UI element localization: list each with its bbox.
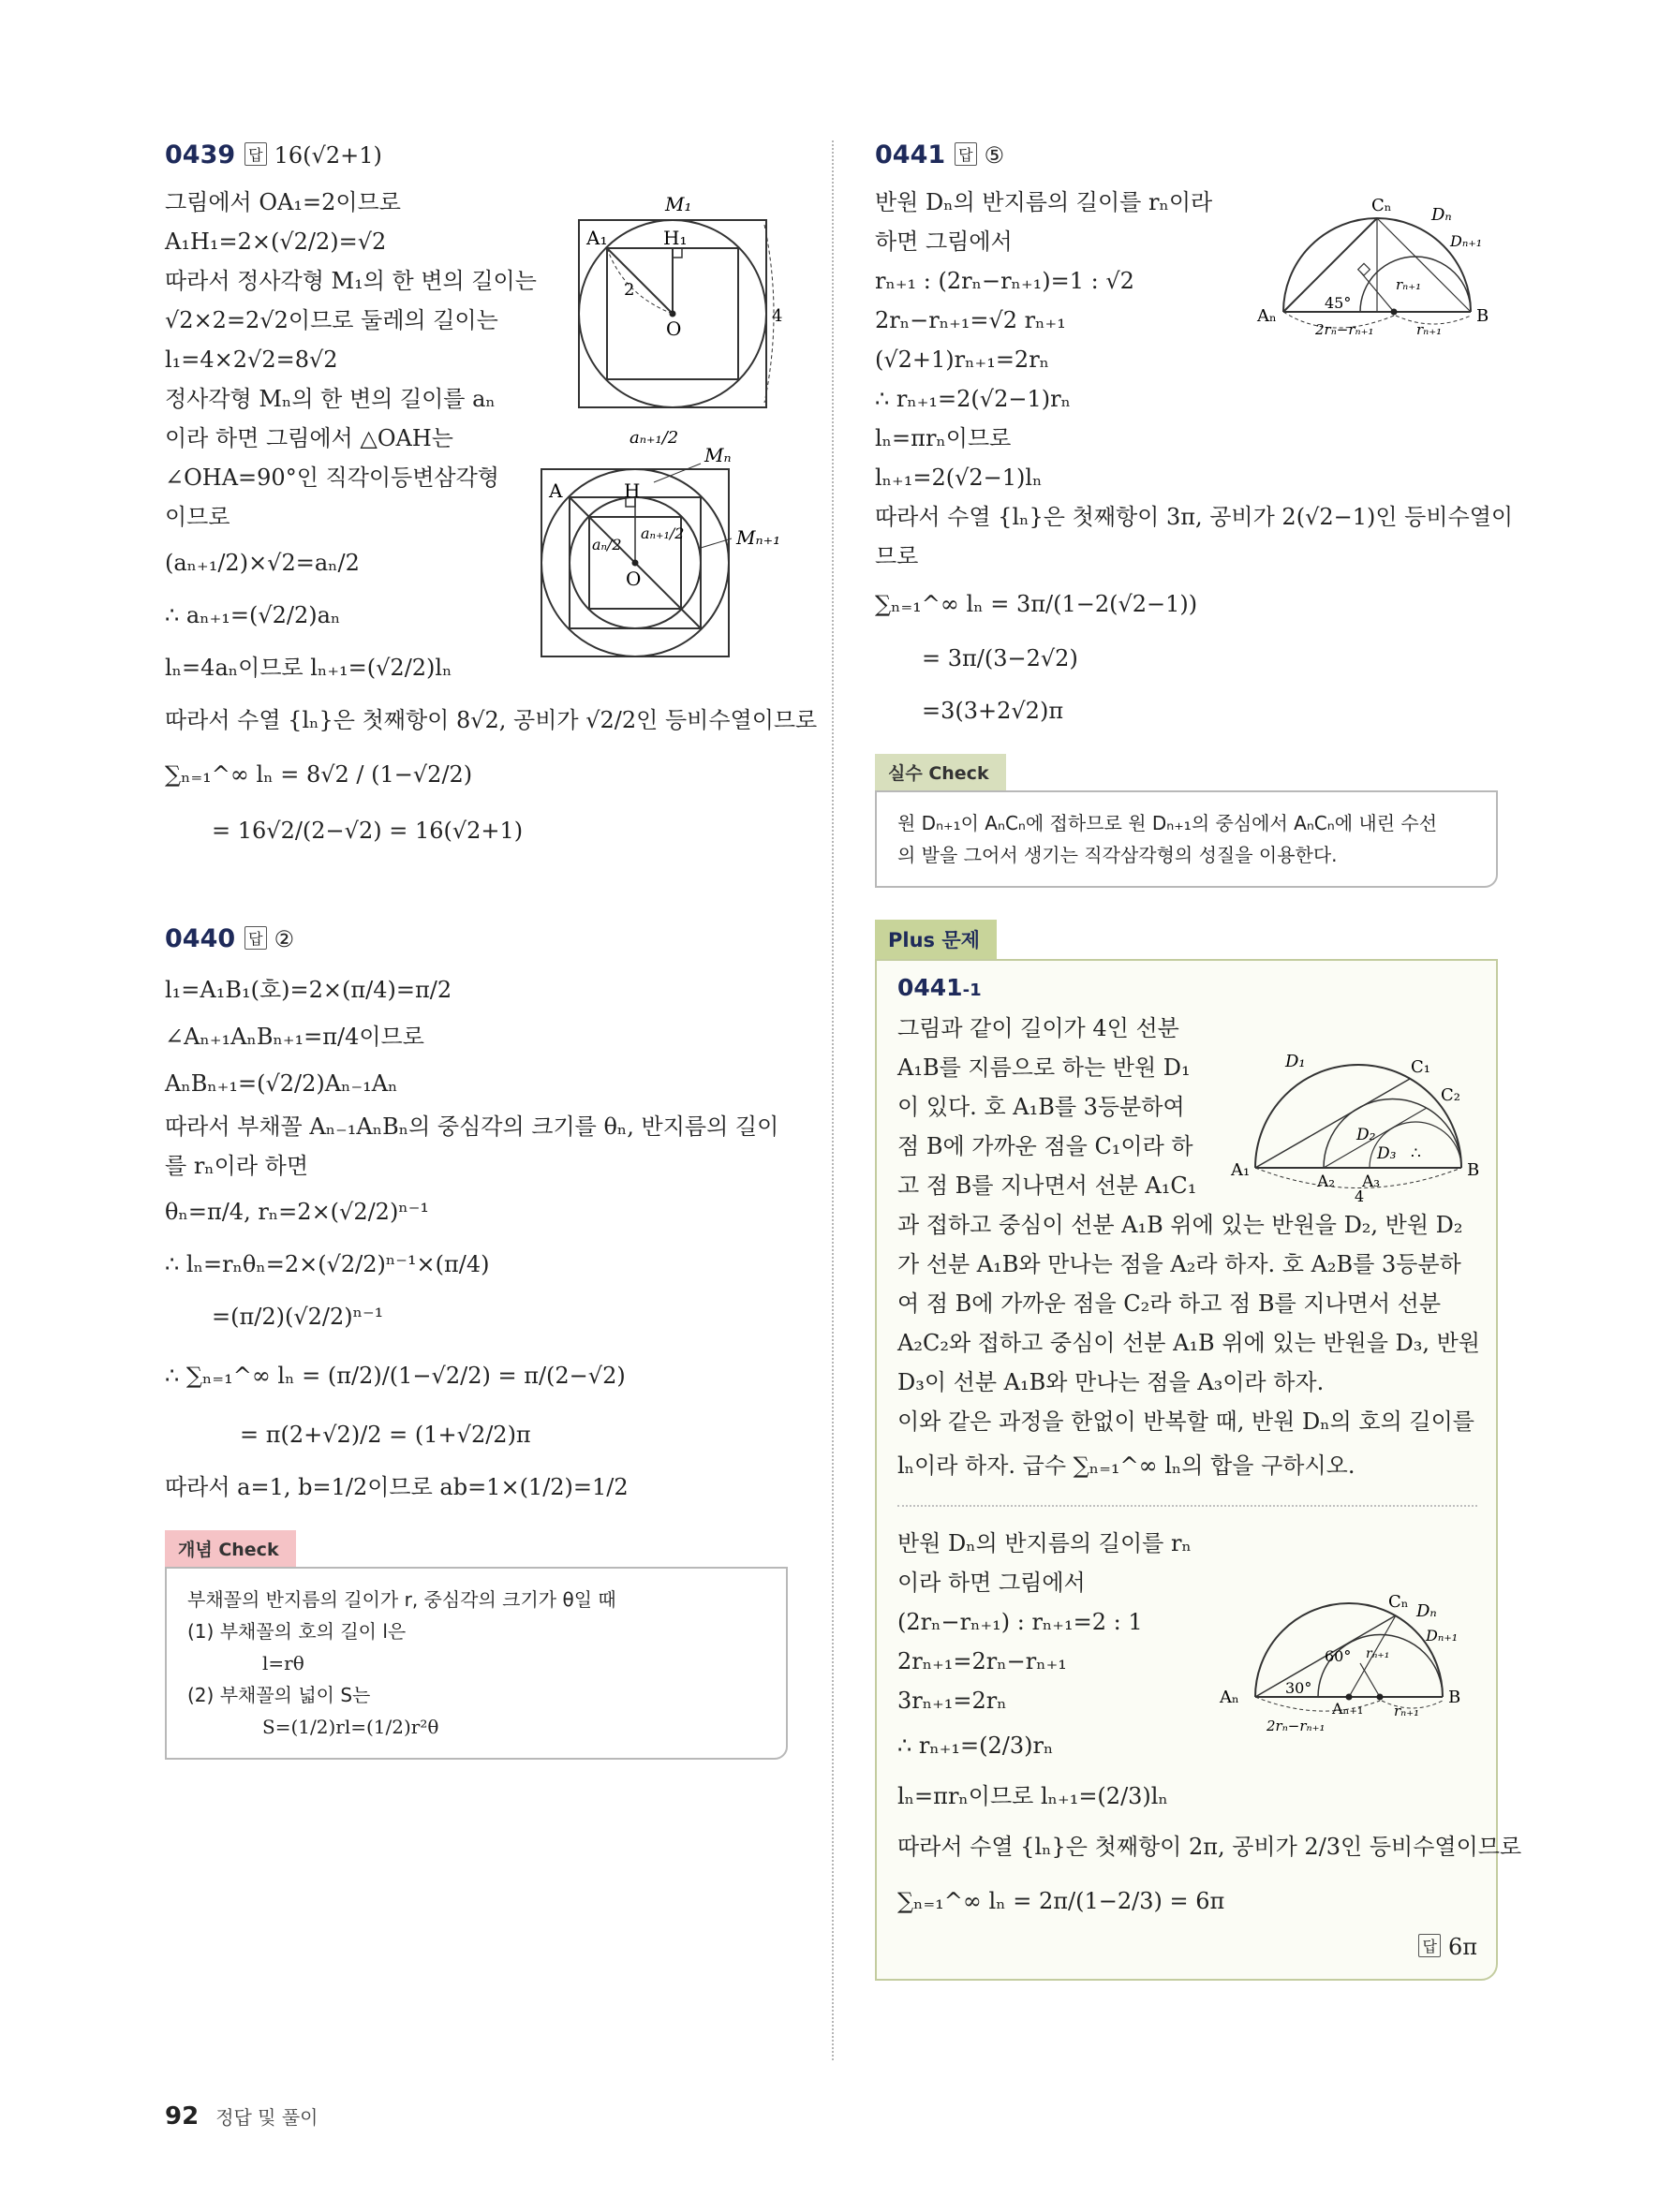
solution-line: ∴ rₙ₊₁=(2/3)rₙ: [897, 1733, 1054, 1759]
final-answer-value: 6π: [1447, 1934, 1477, 1960]
problem-number: 0441: [875, 140, 946, 170]
label-rn1: rₙ₊₁: [1396, 276, 1422, 293]
solution-line: ∠OHA=90°인 직각이등변삼각형: [165, 465, 499, 491]
label-a2: A₂: [1317, 1172, 1336, 1191]
solution-line: = 16√2/(2−√2) = 16(√2+1): [212, 818, 524, 844]
solution-line: ∑ₙ₌₁^∞ lₙ = 2π/(1−2/3) = 6π: [897, 1888, 1225, 1914]
problem-line: 이와 같은 과정을 한없이 반복할 때, 반원 Dₙ의 호의 길이를: [897, 1408, 1474, 1435]
solution-line: ∴ ∑ₙ₌₁^∞ lₙ = (π/2)/(1−√2/2) = π/(2−√2): [165, 1363, 626, 1389]
answer-value: ②: [274, 926, 295, 952]
problem-line: 여 점 B에 가까운 점을 C₂라 하고 점 B를 지나면서 선분: [897, 1290, 1442, 1317]
plus-problem-sub: -1: [962, 981, 982, 1000]
concept-check-tag: 개념 Check: [165, 1530, 296, 1567]
label-an-half: aₙ/2: [592, 536, 622, 553]
label-cn: Cₙ: [1388, 1592, 1409, 1612]
solution-line: 반원 Dₙ의 반지름의 길이를 rₙ이라: [875, 189, 1213, 215]
label-h1: H₁: [663, 227, 688, 249]
solution-line: √2×2=2√2이므로 둘레의 길이는: [165, 307, 498, 333]
solution-line: ∴ lₙ=rₙθₙ=2×(√2/2)ⁿ⁻¹×(π/4): [165, 1251, 490, 1277]
label-dn: Dₙ: [1431, 205, 1452, 225]
answer-icon: 답: [244, 142, 266, 166]
figure-0439-nested-squares: [540, 426, 821, 660]
label-mn1: Mₙ₊₁: [736, 526, 781, 549]
problem-line: 점 B에 가까운 점을 C₁이라 하: [897, 1133, 1193, 1159]
problem-line: 이 있다. 호 A₁B를 3등분하여: [897, 1094, 1185, 1120]
label-an1-half: aₙ₊₁/2: [630, 428, 679, 448]
answer-value: 16(√2+1): [274, 142, 382, 169]
label-rn1b: rₙ₊₁: [1394, 1703, 1420, 1719]
concept-check-box: [165, 1567, 788, 1760]
problem-header: [875, 140, 1503, 170]
solution-line: ∑ₙ₌₁^∞ lₙ = 3π/(1−2(√2−1)): [875, 591, 1198, 617]
mistake-check-tag: 실수 Check: [875, 754, 1006, 790]
solution-line: 그림에서 OA₁=2이므로: [165, 189, 401, 215]
solution-line: ∴ aₙ₊₁=(√2/2)aₙ: [165, 602, 341, 628]
label-dots: ∴: [1411, 1144, 1421, 1163]
solution-line: (aₙ₊₁/2)×√2=aₙ/2: [165, 550, 360, 576]
label-45: 45°: [1325, 294, 1352, 312]
figure-0441-semicircles: [1255, 192, 1508, 342]
problem-line: A₁B를 지름으로 하는 반원 D₁: [897, 1054, 1191, 1081]
solution-line: =3(3+2√2)π: [922, 698, 1064, 724]
concept-line: (1) 부채꼴의 호의 길이 l은: [187, 1620, 407, 1643]
label-a1: A₁: [586, 227, 608, 249]
solution-line: 따라서 수열 {lₙ}은 첫째항이 3π, 공비가 2(√2−1)인 등비수열이: [875, 504, 1514, 530]
problem-number: 0440: [165, 924, 236, 953]
solution-line: 반원 Dₙ의 반지름의 길이를 rₙ: [897, 1530, 1192, 1556]
figure-plus-problem: [1227, 1044, 1499, 1203]
solution-line: 2rₙ₊₁=2rₙ−rₙ₊₁: [897, 1648, 1067, 1674]
solution-line: 이라 하면 그림에서 △OAH는: [165, 425, 453, 451]
concept-line: 부채꼴의 반지름의 길이가 r, 중심각의 크기가 θ일 때: [187, 1588, 616, 1611]
problem-header: [165, 924, 792, 953]
concept-line: (2) 부채꼴의 넓이 S는: [187, 1684, 371, 1706]
page-footer: [165, 2102, 318, 2131]
solution-line: 따라서 a=1, b=1/2이므로 ab=1×(1/2)=1/2: [165, 1474, 629, 1500]
concept-check: [165, 1530, 788, 1760]
solution-line: AₙBₙ₊₁=(√2/2)Aₙ₋₁Aₙ: [165, 1070, 398, 1097]
solution-line: (2rₙ−rₙ₊₁) : rₙ₊₁=2 : 1: [897, 1609, 1143, 1635]
solution-line: 정사각형 Mₙ의 한 변의 길이를 aₙ: [165, 386, 496, 412]
solution-line: l₁=A₁B₁(호)=2×(π/4)=π/2: [165, 977, 452, 1003]
problem-line: 고 점 B를 지나면서 선분 A₁C₁: [897, 1172, 1197, 1199]
concept-formula: l=rθ: [262, 1652, 304, 1674]
solution-line: rₙ₊₁ : (2rₙ−rₙ₊₁)=1 : √2: [875, 268, 1134, 294]
label-dn1: Dₙ₊₁: [1426, 1627, 1459, 1644]
label-rn1b: rₙ₊₁: [1416, 321, 1443, 338]
solution-line: 이므로: [165, 504, 230, 530]
problem-line: lₙ이라 하자. 급수 ∑ₙ₌₁^∞ lₙ의 합을 구하시오.: [897, 1453, 1355, 1479]
label-an1-half-inner: aₙ₊₁/2: [641, 524, 685, 542]
mistake-line: 의 발을 그어서 생기는 직각삼각형의 성질을 이용한다.: [897, 844, 1338, 866]
solution-line: =(π/2)(√2/2)ⁿ⁻¹: [212, 1304, 384, 1330]
problem-line: 과 접하고 중심이 선분 A₁B 위에 있는 반원을 D₂, 반원 D₂: [897, 1212, 1463, 1238]
column-divider: [832, 140, 834, 2060]
solution-line: θₙ=π/4, rₙ=2×(√2/2)ⁿ⁻¹: [165, 1199, 429, 1225]
plus-problem-number: 0441: [897, 974, 963, 1001]
plus-problem-tag: Plus 문제: [875, 920, 997, 959]
solution-line: ∴ rₙ₊₁=2(√2−1)rₙ: [875, 386, 1071, 412]
label-m1: M₁: [665, 193, 692, 215]
solution-line: A₁H₁=2×(√2/2)=√2: [165, 229, 387, 255]
label-h: H: [624, 479, 641, 502]
label-b: B: [1467, 1160, 1480, 1180]
solution-line: lₙ=4aₙ이므로 lₙ₊₁=(√2/2)lₙ: [165, 655, 452, 681]
label-mn: Mₙ: [704, 444, 732, 466]
solution-line: lₙ₊₁=2(√2−1)lₙ: [875, 465, 1043, 491]
label-o: O: [666, 317, 682, 340]
page-label: 정답 및 풀이: [215, 2106, 318, 2129]
solution-line: 따라서 수열 {lₙ}은 첫째항이 8√2, 공비가 √2/2인 등비수열이므로: [165, 707, 818, 733]
problem-0440: [165, 924, 792, 1513]
label-an: Aₙ: [1220, 1688, 1239, 1707]
label-four: 4: [772, 306, 783, 326]
solution-line: 따라서 수열 {lₙ}은 첫째항이 2π, 공비가 2/3인 등비수열이므로: [897, 1834, 1522, 1860]
solution-line: (√2+1)rₙ₊₁=2rₙ: [875, 347, 1050, 373]
label-o: O: [626, 568, 642, 590]
label-seg: 2rₙ−rₙ₊₁: [1266, 1718, 1326, 1734]
final-answer: [897, 1934, 1477, 1960]
label-60: 60°: [1325, 1647, 1352, 1665]
label-a1: A₁: [1231, 1160, 1251, 1180]
solution-line: ∑ₙ₌₁^∞ lₙ = 8√2 / (1−√2/2): [165, 761, 473, 788]
solution-line: 3rₙ₊₁=2rₙ: [897, 1688, 1007, 1714]
problem-number: 0439: [165, 140, 236, 170]
solution-line: 2rₙ−rₙ₊₁=√2 rₙ₊₁: [875, 307, 1066, 333]
label-two: 2: [624, 280, 635, 300]
solution-line: 하면 그림에서: [875, 229, 1013, 255]
problem-line: 가 선분 A₁B와 만나는 점을 A₂라 하자. 호 A₂B를 3등분하: [897, 1251, 1461, 1277]
solution-line: lₙ=πrₙ이므로: [875, 425, 1012, 451]
mistake-check-box: [875, 790, 1498, 888]
label-dn: Dₙ: [1416, 1601, 1437, 1621]
mistake-check: [875, 754, 1498, 888]
dotted-separator: [897, 1505, 1477, 1507]
concept-formula: S=(1/2)rl=(1/2)r²θ: [262, 1716, 439, 1738]
label-d1: D₁: [1285, 1052, 1306, 1071]
figure-0439-square-circle: [577, 192, 783, 412]
problem-line: A₂C₂와 접하고 중심이 선분 A₁B 위에 있는 반원을 D₃, 반원: [897, 1330, 1480, 1356]
label-a3: A₃: [1362, 1172, 1381, 1191]
solution-line: ∠Aₙ₊₁AₙBₙ₊₁=π/4이므로: [165, 1024, 424, 1050]
solution-line: = 3π/(3−2√2): [922, 645, 1078, 671]
problem-line: 그림과 같이 길이가 4인 선분: [897, 1015, 1179, 1041]
solution-line: 므로: [875, 543, 919, 569]
label-seg: 2rₙ−rₙ₊₁: [1315, 321, 1374, 338]
label-rn1: rₙ₊₁: [1366, 1646, 1390, 1661]
label-dn1: Dₙ₊₁: [1450, 232, 1483, 250]
label-a: A: [549, 479, 563, 502]
label-d3: D₃: [1377, 1144, 1397, 1163]
solution-line: 를 rₙ이라 하면: [165, 1153, 309, 1179]
label-cn: Cₙ: [1371, 196, 1392, 215]
answer-value: ⑤: [984, 142, 1005, 169]
label-b: B: [1476, 306, 1489, 326]
label-d2: D₂: [1356, 1126, 1376, 1144]
page-number: 92: [165, 2102, 200, 2131]
label-30: 30°: [1285, 1679, 1312, 1697]
label-four: 4: [1355, 1187, 1365, 1203]
problem-line: D₃이 선분 A₁B와 만나는 점을 A₃이라 하자.: [897, 1369, 1325, 1395]
figure-plus-solution: [1218, 1583, 1489, 1742]
answer-icon: 답: [1418, 1934, 1440, 1957]
mistake-line: 원 Dₙ₊₁이 AₙCₙ에 접하므로 원 Dₙ₊₁의 중심에서 AₙCₙ에 내린 수선: [897, 812, 1438, 834]
label-c2: C₂: [1441, 1085, 1460, 1105]
plus-header: [897, 974, 1477, 1001]
solution-line: 따라서 정사각형 M₁의 한 변의 길이는: [165, 268, 537, 294]
answer-icon: 답: [955, 142, 976, 166]
problem-header: [165, 140, 792, 170]
solution-line: 이라 하면 그림에서: [897, 1570, 1086, 1596]
label-an: Aₙ: [1257, 306, 1277, 326]
answer-icon: 답: [244, 926, 266, 950]
solution-line: l₁=4×2√2=8√2: [165, 347, 338, 373]
label-c1: C₁: [1411, 1057, 1430, 1077]
label-an1: Aₙ₊₁: [1332, 1700, 1364, 1718]
solution-line: lₙ=πrₙ이므로 lₙ₊₁=(2/3)lₙ: [897, 1783, 1168, 1809]
solution-line: = π(2+√2)/2 = (1+√2/2)π: [240, 1422, 531, 1448]
solution-line: 따라서 부채꼴 Aₙ₋₁AₙBₙ의 중심각의 크기를 θₙ, 반지름의 길이: [165, 1113, 779, 1140]
label-b: B: [1448, 1688, 1461, 1707]
